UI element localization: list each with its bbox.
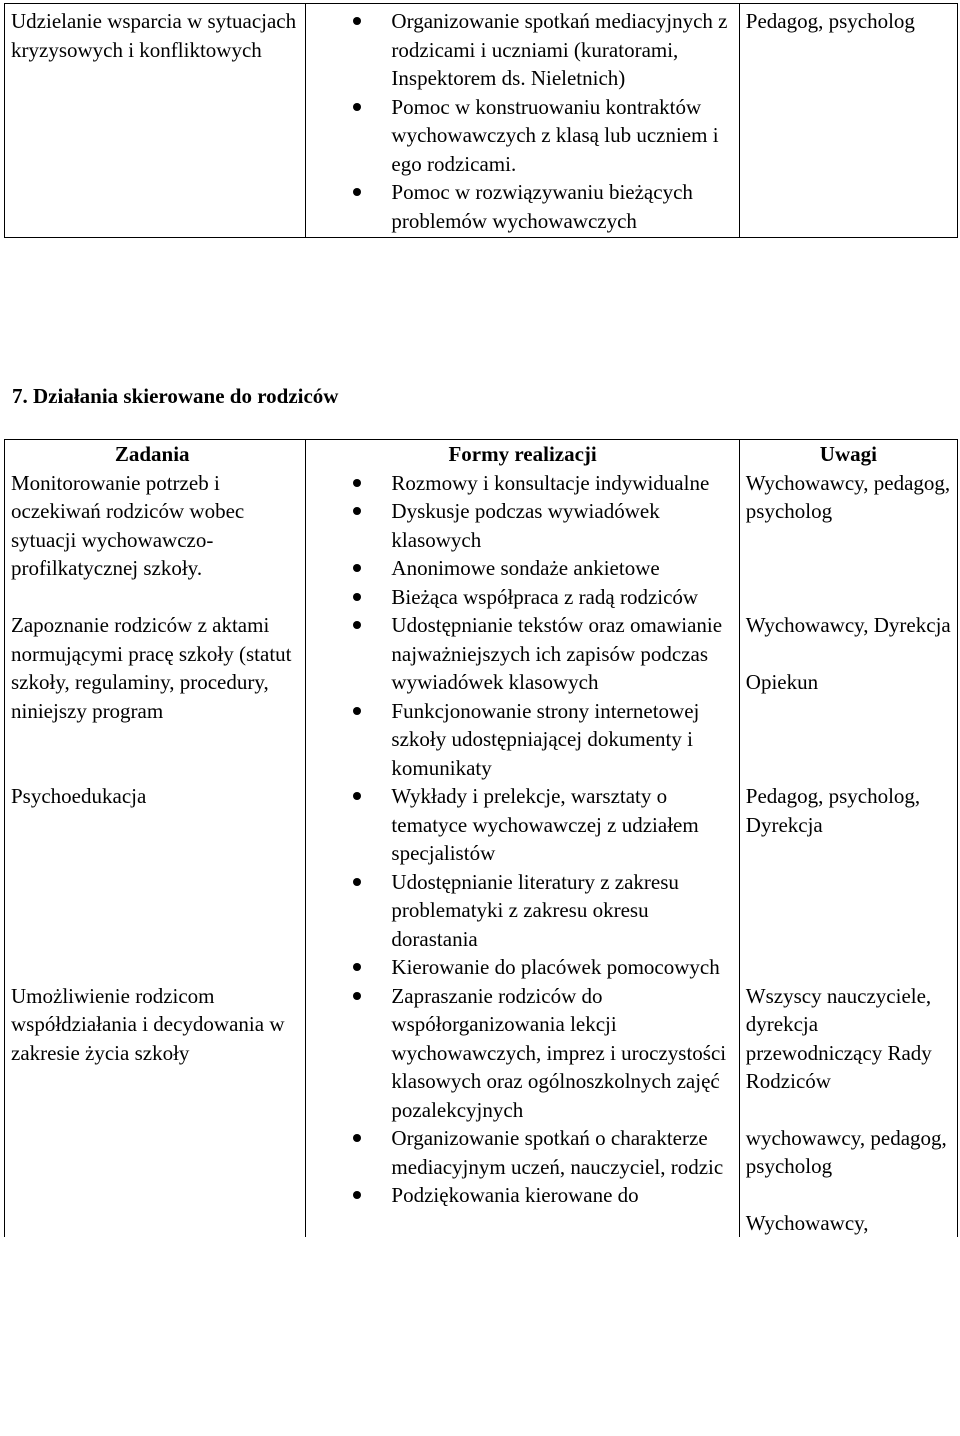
list-item: Kierowanie do placówek pomocowych: [312, 953, 732, 982]
note-text: Wszyscy nauczyciele, dyrekcja przewodniczący Rady Rodziców: [745, 983, 932, 1093]
forms-cell: [306, 611, 739, 782]
forms-list: [312, 611, 732, 782]
task-cell: Umożliwienie rodzicom współdziałania i decydowania w zakresie życia szkoły: [5, 982, 306, 1238]
header-notes: Uwagi: [739, 440, 957, 469]
forms-cell: [306, 4, 739, 238]
list-item: Anonimowe sondaże ankietowe: [312, 554, 732, 583]
list-item: Wykłady i prelekcje, warsztaty o tematyce wychowawczej z udziałem specjalistów: [312, 782, 732, 868]
notes-cell: [739, 469, 957, 612]
table-row: [5, 611, 958, 782]
forms-cell: [306, 469, 739, 612]
forms-list: [312, 7, 732, 235]
list-item: Funkcjonowanie strony internetowej szkoły udostępniającej dokumenty i komunikaty: [312, 697, 732, 783]
top-table: [4, 3, 958, 238]
list-item: Organizowanie spotkań mediacyjnych z rodzicami i uczniami (kuratorami, Inspektorem ds. Nieletnich): [312, 7, 732, 93]
table-row: [5, 982, 958, 1238]
list-item: Udostępnianie tekstów oraz omawianie najważniejszych ich zapisów podczas wywiadówek klasowych: [312, 611, 732, 697]
task-cell: Psychoedukacja: [5, 782, 306, 982]
list-item: Dyskusje podczas wywiadówek klasowych: [312, 497, 732, 554]
list-item: Podziękowania kierowane do: [312, 1181, 732, 1210]
list-item: Pomoc w konstruowaniu kontraktów wychowawczych z klasą lub uczniem i ego rodzicami.: [312, 93, 732, 179]
header-tasks: Zadania: [5, 440, 306, 469]
note-text: wychowawcy, pedagog, psycholog: [745, 1125, 947, 1178]
list-item: Zapraszanie rodziców do współorganizowania lekcji wychowawczych, imprez i uroczystości klasowych oraz ogólnoszkolnych zajęć pozalekcyjnych: [312, 982, 732, 1125]
list-item: Rozmowy i konsultacje indywidualne: [312, 469, 732, 498]
task-cell: Udzielanie wsparcia w sytuacjach kryzysowych i konfliktowych: [5, 4, 306, 238]
forms-cell: [306, 782, 739, 982]
forms-list: [312, 782, 732, 982]
forms-list: [312, 982, 732, 1210]
list-item: Bieżąca współpraca z radą rodziców: [312, 583, 732, 612]
table-row: [5, 469, 958, 612]
notes-cell: [739, 782, 957, 982]
table-header: [5, 440, 958, 469]
header-forms: Formy realizacji: [306, 440, 739, 469]
note-text: Wychowawcy, pedagog, psycholog: [745, 470, 951, 523]
task-cell: Zapoznanie rodziców z aktami normującymi pracę szkoły (statut szkoły, regulaminy, procedury, niniejszy program: [5, 611, 306, 782]
notes-cell: [739, 611, 957, 782]
notes-cell: [739, 982, 957, 1238]
table-row: [5, 4, 958, 238]
parents-table: [4, 439, 958, 1237]
list-item: Pomoc w rozwiązywaniu bieżących problemów wychowawczych: [312, 178, 732, 235]
forms-list: [312, 469, 732, 612]
table-row: [5, 782, 958, 982]
note-text: Opiekun: [745, 669, 819, 694]
notes-cell: Pedagog, psycholog: [739, 4, 957, 238]
note-text: Wychowawcy,: [745, 1210, 869, 1235]
task-cell: Monitorowanie potrzeb i oczekiwań rodziców wobec sytuacji wychowawczo-profilkatycznej szkoły.: [5, 469, 306, 612]
section-title: 7. Działania skierowane do rodziców: [12, 384, 339, 408]
list-item: Organizowanie spotkań o charakterze mediacyjnym uczeń, nauczyciel, rodzic: [312, 1124, 732, 1181]
note-text: Wychowawcy, Dyrekcja: [745, 613, 951, 637]
forms-cell: [306, 982, 739, 1238]
list-item: Udostępnianie literatury z zakresu problematyki z zakresu okresu dorastania: [312, 868, 732, 954]
note-text: Pedagog, psycholog, Dyrekcja: [745, 784, 921, 837]
